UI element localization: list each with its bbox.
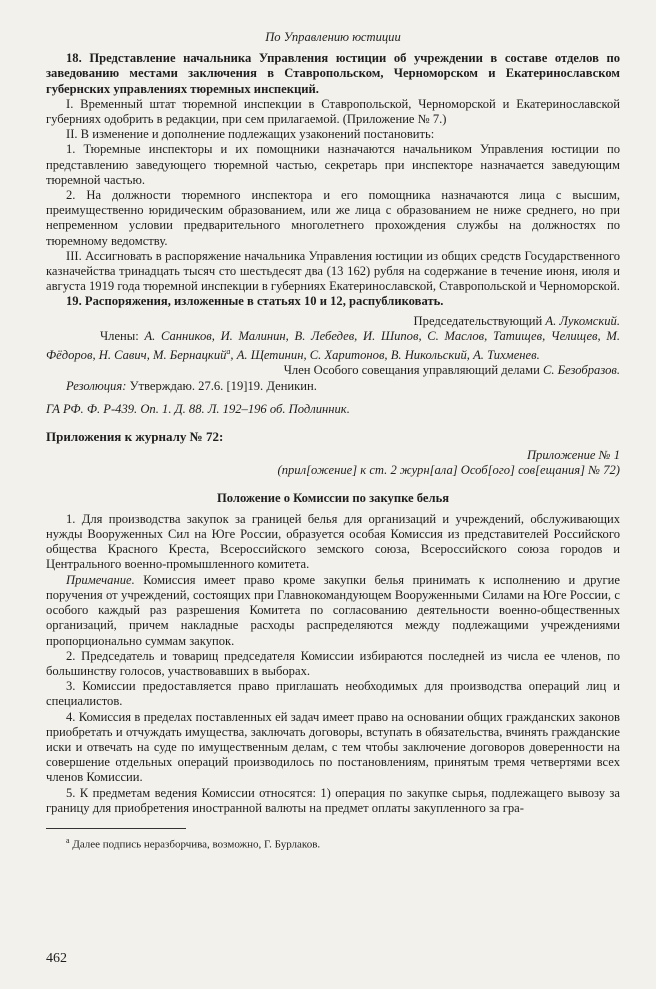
item-18-paragraph-1: I. Временный штат тюремной инспекции в Ставропольской, Черноморской и Екатеринославской губерниях одобрить в редакции, при сем прилагаемой. (Приложение № 7.) [46, 96, 620, 127]
footnote-mark-ref: a [226, 347, 231, 357]
secretary-name: С. Безобразов. [542, 363, 620, 378]
regulation-paragraph-2: 2. Председатель и товарищ председателя Комиссии избираются последней из числа ее членов, по большинству голосов, участвовавших в выборах. [46, 648, 620, 678]
chair-label: Председательствующий [413, 313, 543, 328]
secretary-label: Член Особого совещания управляющий делами [283, 363, 540, 378]
page-number: 462 [46, 951, 67, 966]
members-label: Члены: [100, 328, 139, 343]
regulation-note [46, 573, 620, 649]
appendix-section-title: Приложения к журналу № 72: [46, 429, 224, 445]
archive-reference: ГА РФ. Ф. Р-439. Оп. 1. Д. 88. Л. 192–196 об. Подлинник. [46, 401, 350, 416]
footnote-mark: a [66, 835, 70, 845]
appendix-reference: (прил[ожение] к ст. 2 журн[ала] Особ[ого] сов[ещания] № 72) [277, 463, 620, 478]
running-head: По Управлению юстиции [265, 30, 401, 44]
item-18-paragraph-5: III. Ассигновать в распоряжение начальника Управления юстиции из общих средств Государственного казначейства тринадцать тысяч сто шестьдесят два (13 162) рубля на содержание в течение июня, июля и августа 1919 года тюремной инспекции в губерниях Екатеринославской, Ставропольской и Черноморской. [46, 248, 620, 294]
item-18-title: 18. Представление начальника Управления юстиции об учреждении в составе отделов по заведованию местами заключения в Ставропольском, Черноморском и Екатеринославском губернских управлениях тюремных инспекций. [46, 51, 620, 96]
members-list-tail: , А. Щетинин, С. Харитонов, В. Никольский, А. Тихменев. [230, 348, 540, 363]
members-list: А. Санников, И. Малинин, В. Лебедев, И. Шипов, С. Маслов, Татищев, Челищев, М. Фёдоров, Н. Савич, М. Бернацкий [46, 328, 620, 363]
item-18-paragraph-2: II. В изменение и дополнение подлежащих узаконений постановить: [66, 127, 435, 142]
regulation-paragraph-5: 5. К предметам ведения Комиссии относятся: 1) операция по закупке сырья, подлежащего вывозу за границу для приобретения иностранной валюты на предмет оплаты закупленного за гра- [46, 785, 620, 815]
footnote-rule [46, 828, 186, 829]
regulation-title: Положение о Комиссии по закупке белья [216, 490, 450, 505]
note-label: Примечание. [66, 572, 135, 587]
item-19: 19. Распоряжения, изложенные в статьях 10 и 12, распубликовать. [66, 294, 444, 309]
resolution-label: Резолюция: [66, 378, 127, 393]
members-signatures [46, 329, 620, 364]
chair-name: А. Лукомский. [545, 313, 620, 328]
regulation-paragraph-4: 4. Комиссия в пределах поставленных ей задач имеет право на основании общих гражданских законов приобретать и отчуждать имущества, заключать договоры, вступать в обязательства, вчинять гражданские иски и отвечать на суде по имущественным делам, с тем чтобы заключение договоров доверенности на совершение отдельных операций производилось по постановлениям, принятым тремя четвертями всех членов Комиссии. [46, 709, 620, 785]
note-text: Комиссия имеет право кроме закупки белья принимать к исполнению и другие поручения от учреждений, состоящих при Главнокомандующем Вооруженными Силами на Юге России, с особого каждый раз разрешения Комитета по согласованию деятельности военно-общественных организаций, причем накладные расходы распределяются между подлежащими учреждениями пропорционально суммам закупок. [46, 572, 620, 648]
secretary-signature [46, 363, 620, 378]
chair-signature [46, 314, 620, 329]
resolution [46, 379, 620, 394]
footnote-text: Далее подпись неразборчива, возможно, Г. Бурлаков. [72, 838, 321, 851]
item-18-paragraph-3: 1. Тюремные инспекторы и их помощники назначаются начальником Управления юстиции по представлению заведующего тюремной частью, секретарь при инспекторе назначается заведующим тюремной частью. [46, 142, 620, 187]
footnote [46, 833, 620, 853]
regulation-paragraph-3: 3. Комиссии предоставляется право приглашать необходимых для производства операций лиц и специалистов. [46, 679, 620, 709]
appendix-label: Приложение № 1 [526, 448, 620, 463]
item-18-paragraph-4: 2. На должности тюремного инспектора и его помощника назначаются лица с высшим, преимущественно юридическим образованием, или же лица с образованием не ниже среднего, но при непременном условии предварительного многолетнего прохождения службы на должностях по тюремному ведомству. [46, 188, 620, 248]
regulation-paragraph-1: 1. Для производства закупок за границей белья для организаций и учреждений, обслуживающих нужды Вооруженных Сил на Юге России, образуется особая Комиссия из представителей Российского общества Красного Креста, Всероссийского земского союза, Всероссийского союза городов и Центрального военно-промышленного комитета. [46, 511, 620, 572]
resolution-text: Утверждаю. 27.6. [19]19. Деникин. [129, 378, 317, 393]
